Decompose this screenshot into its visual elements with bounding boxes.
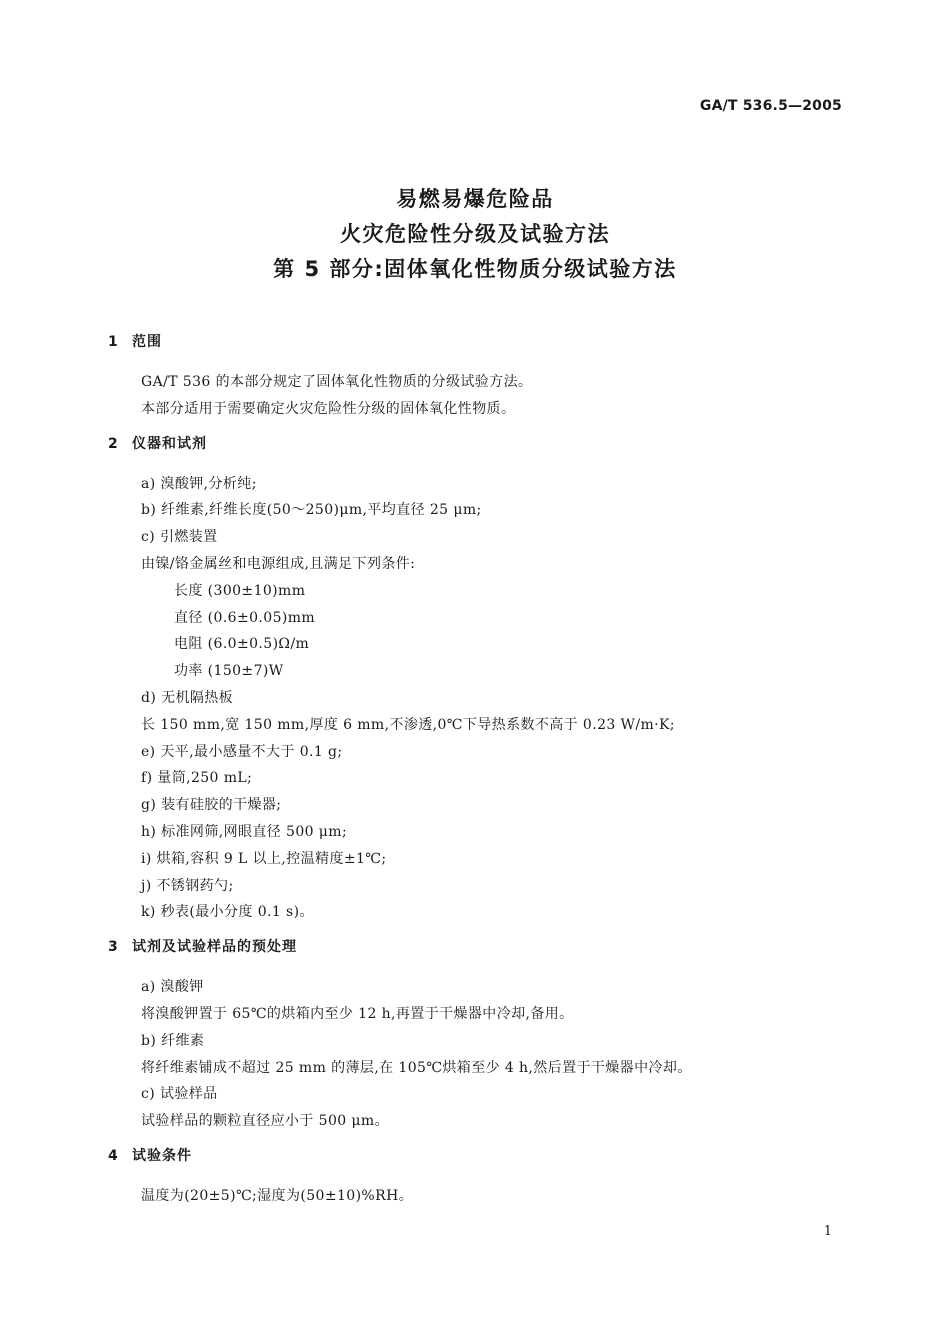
section-heading-scope xyxy=(108,329,868,355)
section-number: 3 xyxy=(108,939,119,956)
list-item: a) 溴酸钾,分析纯; xyxy=(141,475,257,492)
document-body xyxy=(108,329,868,1210)
list-item: e) 天平,最小感量不大于 0.1 g; xyxy=(141,743,343,760)
section-heading-test-conditions xyxy=(108,1143,868,1169)
list-item: h) 标准网筛,网眼直径 500 μm; xyxy=(141,823,348,840)
list-item: b) 纤维素,纤维长度(50～250)μm,平均直径 25 μm; xyxy=(141,502,482,519)
paragraph-line: 试验样品的颗粒直径应小于 500 μm。 xyxy=(141,1113,389,1130)
list-item: d) 无机隔热板 xyxy=(141,689,234,706)
section-number: 4 xyxy=(108,1147,119,1164)
paragraph-line: 将溴酸钾置于 65℃的烘箱内至少 12 h,再置于干燥器中冷却,备用。 xyxy=(141,1005,574,1022)
spec-line: 电阻 (6.0±0.5)Ω/m xyxy=(174,636,310,653)
section-heading-pretreatment xyxy=(108,934,868,960)
list-item: b) 纤维素 xyxy=(141,1032,205,1049)
list-item: i) 烘箱,容积 9 L 以上,控温精度±1℃; xyxy=(141,850,387,867)
paragraph-line: 由镍/铬金属丝和电源组成,且满足下列条件: xyxy=(141,555,416,572)
paragraph-line: 温度为(20±5)℃;湿度为(50±10)%RH。 xyxy=(141,1187,414,1204)
list-item: f) 量筒,250 mL; xyxy=(141,770,253,787)
section-title: 试剂及试验样品的预处理 xyxy=(132,939,297,956)
list-item: c) 试验样品 xyxy=(141,1086,218,1103)
list-item: a) 溴酸钾 xyxy=(141,979,204,996)
page-number: 1 xyxy=(823,1224,832,1239)
document-title xyxy=(0,182,950,287)
paragraph-line: 将纤维素铺成不超过 25 mm 的薄层,在 105℃烘箱至少 4 h,然后置于干燥器中冷却。 xyxy=(141,1059,692,1076)
section-title: 试验条件 xyxy=(132,1147,192,1164)
title-line-3: 第 5 部分:固体氧化性物质分级试验方法 xyxy=(273,257,677,281)
spec-line: 长度 (300±10)mm xyxy=(174,582,306,599)
section-heading-apparatus xyxy=(108,431,868,457)
paragraph-line: 本部分适用于需要确定火灾危险性分级的固体氧化性物质。 xyxy=(141,400,516,417)
list-item: j) 不锈钢药勺; xyxy=(141,877,234,894)
spec-line: 功率 (150±7)W xyxy=(174,663,284,680)
list-item: k) 秒表(最小分度 0.1 s)。 xyxy=(141,904,314,921)
section-number: 2 xyxy=(108,435,119,452)
list-item: c) 引燃装置 xyxy=(141,529,218,546)
paragraph-line: 长 150 mm,宽 150 mm,厚度 6 mm,不渗透,0℃下导热系数不高于 0.23 W/m·K; xyxy=(141,716,675,733)
document-code: GA/T 536.5—2005 xyxy=(699,98,842,114)
spec-line: 直径 (0.6±0.05)mm xyxy=(174,609,316,626)
title-line-1: 易燃易爆危险品 xyxy=(396,187,554,211)
section-number: 1 xyxy=(108,334,119,350)
section-title: 仪器和试剂 xyxy=(132,435,207,452)
title-line-2: 火灾危险性分级及试验方法 xyxy=(340,222,610,246)
section-title: 范围 xyxy=(132,334,162,350)
paragraph-line: GA/T 536 的本部分规定了固体氧化性物质的分级试验方法。 xyxy=(141,374,533,390)
list-item: g) 装有硅胶的干燥器; xyxy=(141,797,282,814)
